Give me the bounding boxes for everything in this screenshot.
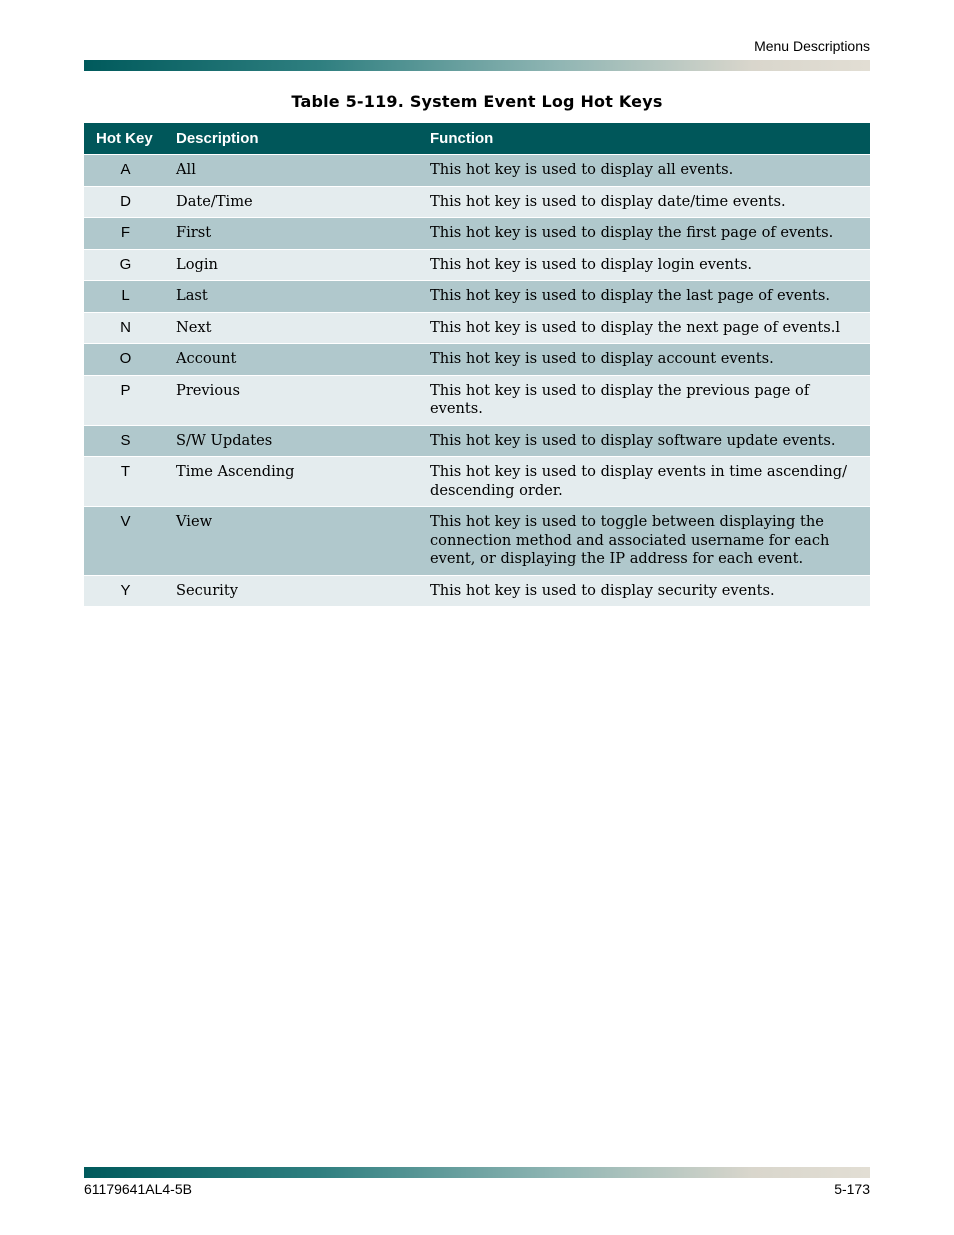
description-cell: Security (167, 575, 421, 606)
table-row (84, 249, 870, 281)
hot-key-cell: D (84, 186, 167, 218)
description-cell: View (167, 507, 421, 576)
hot-keys-table (84, 123, 870, 606)
description-cell: Previous (167, 375, 421, 425)
function-cell: This hot key is used to display the last page of events. (421, 281, 870, 313)
table-row (84, 344, 870, 376)
hot-key-cell: T (84, 457, 167, 507)
hot-key-cell: V (84, 507, 167, 576)
table-row (84, 375, 870, 425)
function-cell: This hot key is used to display date/time events. (421, 186, 870, 218)
description-cell: Login (167, 249, 421, 281)
table-title: Table 5-119. System Event Log Hot Keys (291, 92, 663, 111)
function-cell: This hot key is used to display the first page of events. (421, 218, 870, 250)
table-row (84, 457, 870, 507)
hot-key-cell: O (84, 344, 167, 376)
header-rule (84, 60, 870, 71)
hot-key-cell: L (84, 281, 167, 313)
hot-key-cell: N (84, 312, 167, 344)
function-cell: This hot key is used to display software update events. (421, 425, 870, 457)
description-cell: Next (167, 312, 421, 344)
table-row (84, 312, 870, 344)
hot-key-cell: S (84, 425, 167, 457)
function-cell: This hot key is used to display login events. (421, 249, 870, 281)
description-cell: Date/Time (167, 186, 421, 218)
column-header-hot-key: Hot Key (84, 123, 167, 155)
table-header-row (84, 123, 870, 155)
function-cell: This hot key is used to display all events. (421, 155, 870, 187)
column-header-description: Description (167, 123, 421, 155)
page-number: 5-173 (834, 1181, 870, 1197)
description-cell: Last (167, 281, 421, 313)
column-header-function: Function (421, 123, 870, 155)
running-header: Menu Descriptions (754, 38, 870, 54)
hot-key-cell: F (84, 218, 167, 250)
hot-key-cell: P (84, 375, 167, 425)
table-row (84, 218, 870, 250)
table-row (84, 575, 870, 606)
hot-key-cell: G (84, 249, 167, 281)
table-row (84, 155, 870, 187)
hot-key-cell: Y (84, 575, 167, 606)
document-number: 61179641AL4-5B (84, 1181, 192, 1197)
description-cell: First (167, 218, 421, 250)
footer-rule (84, 1167, 870, 1178)
function-cell: This hot key is used to display the next page of events.l (421, 312, 870, 344)
table-row (84, 507, 870, 576)
description-cell: Time Ascending (167, 457, 421, 507)
function-cell: This hot key is used to display the previous page of events. (421, 375, 870, 425)
function-cell: This hot key is used to display security events. (421, 575, 870, 606)
hot-key-cell: A (84, 155, 167, 187)
table-row (84, 186, 870, 218)
description-cell: All (167, 155, 421, 187)
function-cell: This hot key is used to toggle between displaying the connection method and associated username for each event, or displaying the IP address for each event. (421, 507, 870, 576)
function-cell: This hot key is used to display account events. (421, 344, 870, 376)
description-cell: Account (167, 344, 421, 376)
function-cell: This hot key is used to display events in time ascending/ descending order. (421, 457, 870, 507)
table-row (84, 281, 870, 313)
table-row (84, 425, 870, 457)
description-cell: S/W Updates (167, 425, 421, 457)
